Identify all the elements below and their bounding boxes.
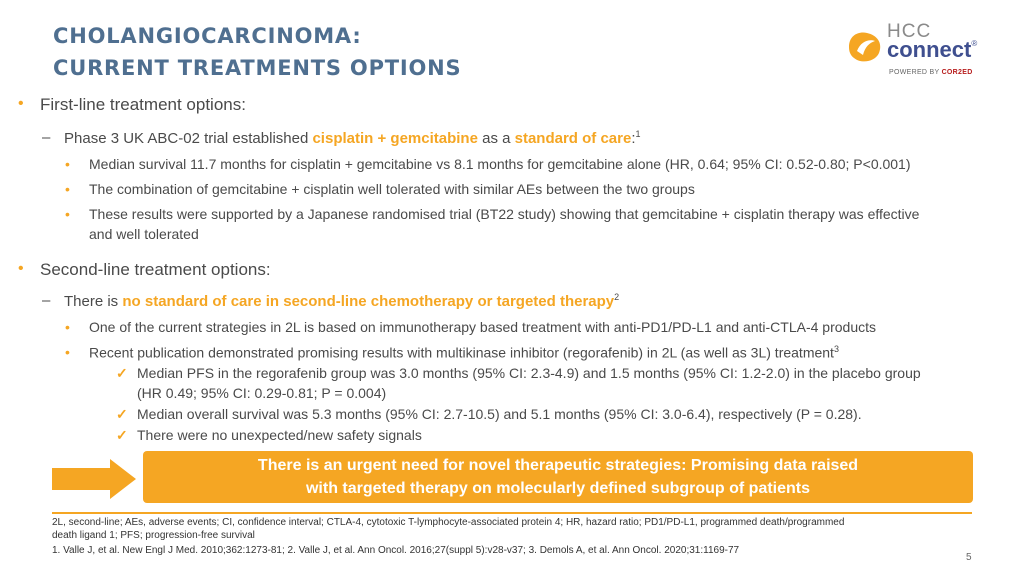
abbreviations-line-2: death ligand 1; PFS; progression-free survival [52, 530, 255, 541]
footer-divider [52, 512, 972, 514]
reference-3: 3 [833, 344, 839, 354]
bullet-icon: • [18, 260, 24, 277]
reference-1: 1 [635, 129, 641, 139]
logo-hcc-text: HCC [887, 21, 932, 42]
bullet-icon: • [65, 319, 70, 335]
highlight-cisplatin-gemcitabine: cisplatin + gemcitabine [312, 130, 478, 147]
bullet-icon: • [65, 156, 70, 172]
bullet-icon: • [65, 206, 70, 222]
dash-icon: – [42, 292, 51, 309]
logo-mark-icon [845, 29, 885, 65]
references: 1. Valle J, et al. New Engl J Med. 2010;362:1273-81; 2. Valle J, et al. Ann Oncol. 2016;27(suppl 5):v28-v37; 3. Demols A, et al. Ann Oncol. 2020;31:1169-77 [52, 545, 740, 556]
first-line-heading: First-line treatment options: [40, 95, 246, 114]
bullet-icon: • [65, 181, 70, 197]
checkmark-icon: ✓ [116, 427, 128, 443]
arrow-right-icon [52, 459, 136, 499]
logo-connect-text: connect® [887, 37, 978, 62]
bullet-icon: • [65, 344, 70, 360]
banner-line-2: with targeted therapy on molecularly defined subgroup of patients [305, 480, 811, 497]
title-line-1: CHOLANGIOCARCINOMA: [53, 24, 362, 48]
highlight-no-standard-of-care: no standard of care in second-line chemotherapy or targeted therapy [122, 293, 615, 310]
dash-icon: – [42, 129, 51, 146]
highlight-standard-of-care: standard of care [514, 130, 632, 147]
abbreviations-line-1: 2L, second-line; AEs, adverse events; CI, confidence interval; CTLA-4, cytotoxic T-lymphocyte-associated protein 4; HR, hazard ratio; PD1/PD-L1, programmed death/programmed [52, 517, 845, 528]
banner-line-1: There is an urgent need for novel therapeutic strategies: Promising data raised [257, 457, 859, 474]
title-line-2: CURRENT TREATMENTS OPTIONS [53, 56, 462, 80]
slide-title [53, 20, 461, 84]
page-number: 5 [966, 552, 972, 563]
logo-powered-by: POWERED BY COR2ED [889, 69, 973, 76]
logo-cor2ed: COR2ED [941, 69, 973, 76]
bullet-icon: • [18, 95, 24, 112]
registered-mark: ® [971, 39, 978, 48]
checkmark-icon: ✓ [116, 406, 128, 422]
key-message-banner [143, 451, 973, 503]
second-line-heading: Second-line treatment options: [40, 260, 271, 279]
reference-2: 2 [614, 292, 620, 302]
hcc-connect-logo [845, 23, 995, 83]
checkmark-icon: ✓ [116, 365, 128, 381]
